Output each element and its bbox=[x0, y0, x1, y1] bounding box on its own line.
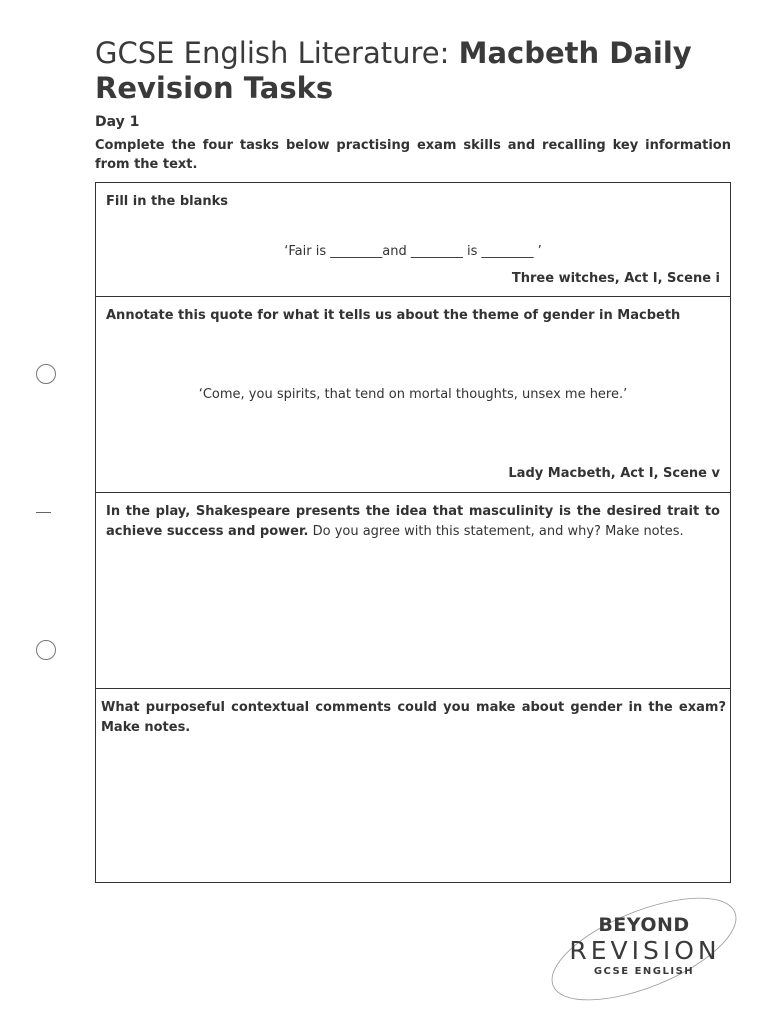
beyond-revision-logo bbox=[548, 892, 740, 1006]
quote-source: Three witches, Act I, Scene i bbox=[511, 271, 720, 286]
task-statement-notes[interactable] bbox=[96, 492, 730, 688]
logo-line2: REVISION bbox=[569, 936, 721, 965]
page-title bbox=[95, 36, 735, 106]
task-quote: ‘Come, you spirits, that tend on mortal thoughts, unsex me here.’ bbox=[198, 387, 628, 402]
punch-hole-bottom bbox=[36, 640, 56, 660]
task-grid bbox=[95, 182, 731, 883]
task-label-bold: In the play, Shakespeare presents the idea that masculinity is the desired trait to achieve success and power. bbox=[106, 504, 720, 539]
task-label: Annotate this quote for what it tells us about the theme of gender in Macbeth bbox=[106, 308, 681, 323]
logo-line1: BEYOND bbox=[598, 914, 690, 936]
title-bold: Macbeth Daily Revision Tasks bbox=[95, 36, 692, 105]
task-annotate-quote[interactable] bbox=[96, 296, 730, 492]
task-context-notes[interactable] bbox=[96, 688, 730, 882]
task-quote: ‘Fair is ________and ________ is ________ ’ bbox=[284, 244, 542, 259]
day-label: Day 1 bbox=[95, 114, 140, 130]
task-label: Fill in the blanks bbox=[106, 194, 228, 209]
fold-mark bbox=[36, 512, 51, 513]
logo-line3: GCSE ENGLISH bbox=[593, 966, 695, 977]
task-label bbox=[106, 502, 720, 542]
task-label-regular: Do you agree with this statement, and why? Make notes. bbox=[308, 524, 684, 539]
quote-source: Lady Macbeth, Act I, Scene v bbox=[508, 466, 720, 481]
title-regular: GCSE English Literature: bbox=[95, 36, 459, 70]
task-label: What purposeful contextual comments could you make about gender in the exam? Make notes. bbox=[101, 700, 726, 735]
intro-text: Complete the four tasks below practising exam skills and recalling key information from the text. bbox=[95, 138, 731, 172]
punch-hole-top bbox=[36, 364, 56, 384]
task-fill-blanks[interactable] bbox=[96, 183, 730, 296]
